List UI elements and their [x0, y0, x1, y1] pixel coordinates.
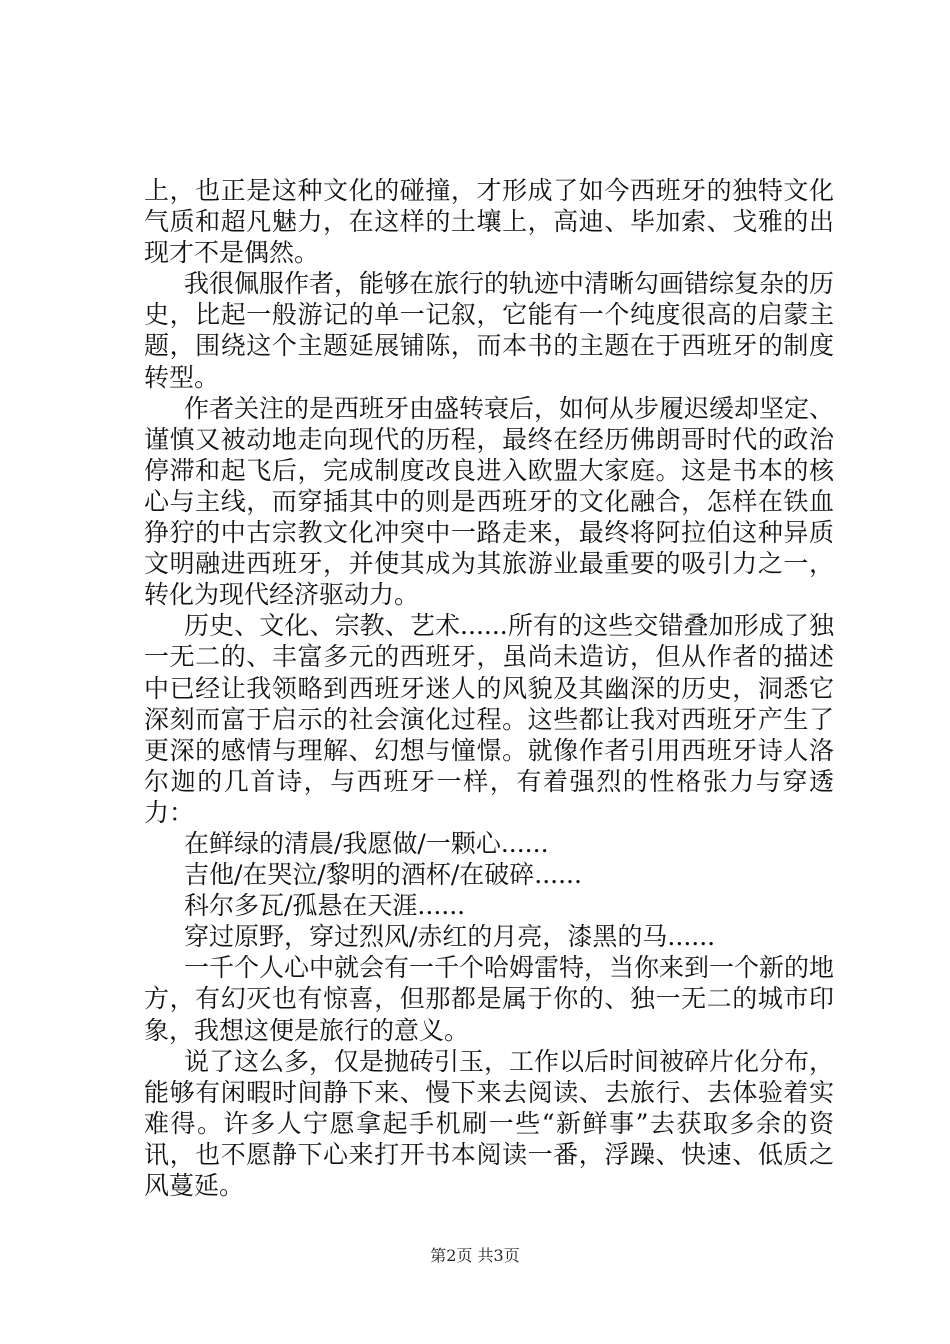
paragraph-travel-meaning: 一千个人心中就会有一千个哈姆雷特，当你来到一个新的地方，有幻灭也有惊喜，但那都是属于你的、独一无二的城市印象，我想这便是旅行的意义。 — [144, 953, 835, 1045]
document-body — [144, 175, 834, 1201]
paragraph-continuation: 上，也正是这种文化的碰撞，才形成了如今西班牙的独特文化气质和超凡魅力，在这样的土壤上，高迪、毕加索、戈雅的出现才不是偶然。 — [144, 176, 834, 268]
poem-line-1: 在鲜绿的清晨/我愿做/一颗心...... — [184, 828, 549, 858]
paragraph-history-culture: 历史、文化、宗教、艺术......所有的这些交错叠加形成了独一无二的、丰富多元的西班牙，虽尚未造访，但从作者的描述中已经让我领略到西班牙迷人的风貌及其幽深的历史，洞悉它深刻而富于启示的社会演化过程。这些都让我对西班牙产生了更深的感情与理解、幻想与憧憬。就像作者引用西班牙诗人洛尔迦的几首诗，与西班牙一样，有着强烈的性格张力与穿透力： — [144, 611, 834, 827]
paragraph-conclusion: 说了这么多，仅是抛砖引玉，工作以后时间被碎片化分布，能够有闲暇时间静下来、慢下来去阅读、去旅行、去体验着实难得。许多人宁愿拿起手机刷一些“新鲜事”去获取多余的资讯，也不愿静下心来打开书本阅读一番，浮躁、快速、低质之风蔓延。 — [144, 1046, 835, 1200]
paragraph-admiration: 我很佩服作者，能够在旅行的轨迹中清晰勾画错综复杂的历史，比起一般游记的单一记叙，它能有一个纯度很高的启蒙主题，围绕这个主题延展铺陈，而本书的主题在于西班牙的制度转型。 — [144, 269, 835, 392]
page-number-footer: 第2页 共3页 — [430, 1246, 520, 1265]
poem-line-3: 科尔多瓦/孤悬在天涯...... — [184, 891, 466, 921]
paragraph-author-focus: 作者关注的是西班牙由盛转衰后，如何从步履迟缓却坚定、谨慎又被动地走向现代的历程，最终在经历佛朗哥时代的政治停滞和起飞后，完成制度改良进入欧盟大家庭。这是书本的核心与主线，而穿插其中的则是西班牙的文化融合，怎样在铁血狰狞的中古宗教文化冲突中一路走来，最终将阿拉伯这种异质文明融进西班牙，并使其成为其旅游业最重要的吸引力之一，转化为现代经济驱动力。 — [144, 393, 835, 610]
poem-line-4: 穿过原野，穿过烈风/赤红的月亮，漆黑的马...... — [184, 922, 716, 952]
poem-line-2: 吉他/在哭泣/黎明的酒杯/在破碎...... — [184, 860, 582, 890]
